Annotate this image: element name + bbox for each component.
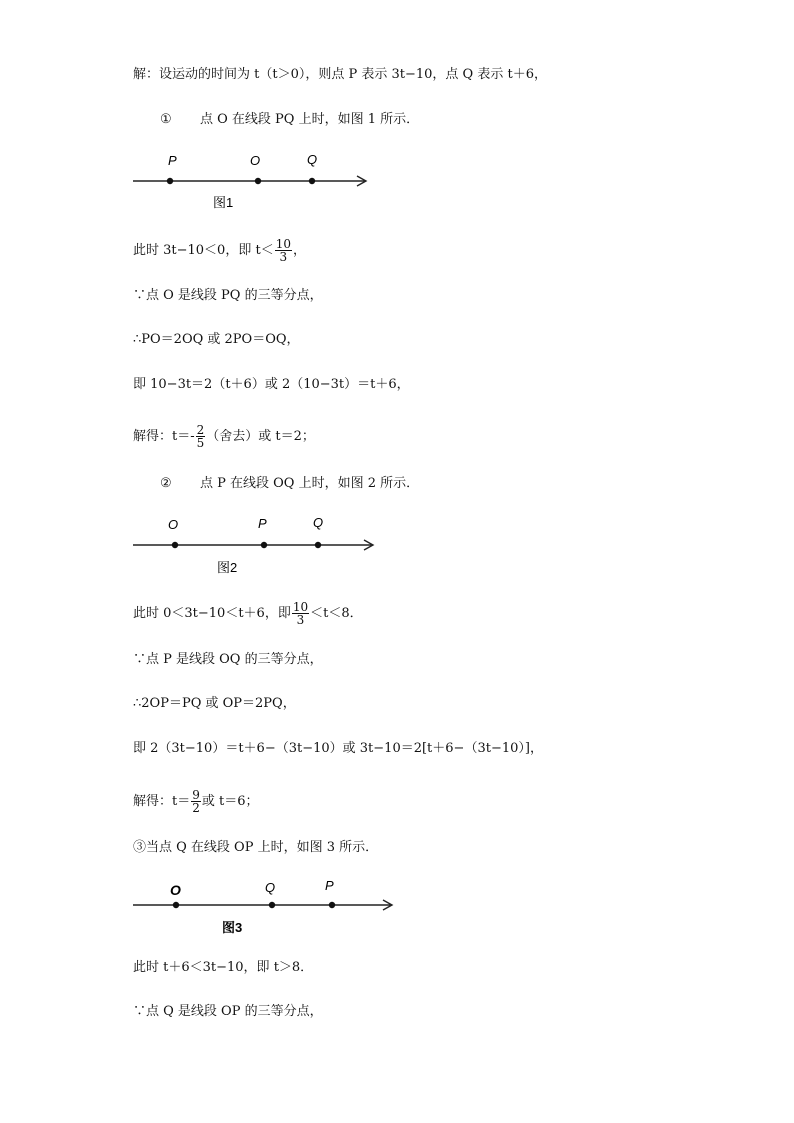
case1-therefore: ∴PO＝2OQ 或 2PO＝OQ，	[133, 332, 300, 347]
case1-heading	[160, 112, 419, 128]
fig2-label-o: O	[168, 517, 179, 532]
fig3-label-p: P	[325, 878, 334, 893]
fig1-caption: 图1	[213, 195, 234, 210]
case1-sol-end: （舍去）或 t＝2；	[206, 429, 315, 444]
fig1-label-p: P	[168, 153, 177, 168]
intro-text: 解：设运动的时间为 t（t＞0），则点 P 表示 3t−10，点 Q 表示 t＋6，	[133, 67, 547, 82]
fig1-point-dot	[309, 178, 315, 184]
case3-heading: ③当点 Q 在线段 OP 上时，如图 3 所示．	[133, 840, 379, 855]
fig2-point-dot	[261, 542, 267, 548]
case2-title: 点 P 在线段 OQ 上时，如图 2 所示．	[200, 476, 420, 491]
case2-solution	[133, 789, 259, 814]
case1-sol-fraction	[196, 424, 206, 449]
fraction-denominator: 3	[296, 613, 305, 627]
case1-because: ∵点 O 是线段 PQ 的三等分点，	[133, 288, 323, 303]
fig2-point-dot	[315, 542, 321, 548]
case2-cond-text: 此时 0＜3t−10＜t＋6，即	[133, 606, 291, 621]
fig3-caption: 图3	[222, 920, 243, 935]
case3-because: ∵点 Q 是线段 OP 的三等分点，	[133, 1004, 323, 1019]
fig3-point-dot	[173, 902, 179, 908]
case1-cond-end: ，	[292, 243, 306, 258]
fraction-denominator: 3	[279, 250, 288, 264]
fig3-label-q: Q	[265, 880, 276, 895]
fig3-point-dot	[269, 902, 275, 908]
case1-title: 点 O 在线段 PQ 上时，如图 1 所示．	[200, 112, 420, 127]
fig2-point-dot	[172, 542, 178, 548]
case1-equation: 即 10−3t＝2（t＋6）或 2（10−3t）＝t＋6，	[133, 377, 410, 392]
fraction-numerator: 9	[192, 788, 200, 802]
case1-number: ①	[160, 112, 172, 127]
fig1-point-dot	[255, 178, 261, 184]
case2-number: ②	[160, 476, 172, 491]
case2-equation: 即 2（3t−10）＝t＋6−（3t−10）或 3t−10＝2[t＋6−（3t−10）]，	[133, 741, 543, 756]
case1-sol-text: 解得：t＝-	[133, 429, 195, 444]
case2-condition	[133, 601, 363, 626]
case2-sol-text: 解得：t＝	[133, 794, 191, 809]
case1-cond-text: 此时 3t−10＜0，即 t＜	[133, 243, 274, 258]
fraction-denominator: 5	[196, 436, 205, 450]
fraction-numerator: 10	[275, 237, 291, 251]
case2-cond-end: ＜t＜8．	[310, 606, 363, 621]
fraction-numerator: 10	[292, 600, 309, 614]
case3-condition: 此时 t＋6＜3t−10，即 t＞8．	[133, 960, 314, 975]
fig1-point-dot	[167, 178, 173, 184]
fig2-label-p: P	[258, 516, 267, 531]
fig3-label-o: O	[170, 882, 181, 898]
fraction-numerator: 2	[196, 423, 205, 437]
fig1-label-q: Q	[307, 152, 318, 167]
fig2-caption: 图2	[217, 560, 238, 575]
case2-because: ∵点 P 是线段 OQ 的三等分点，	[133, 652, 323, 667]
case2-therefore: ∴2OP＝PQ 或 OP＝2PQ，	[133, 696, 296, 711]
case2-sol-end: 或 t＝6；	[201, 794, 259, 809]
case2-heading	[160, 476, 419, 492]
case1-condition	[133, 238, 306, 263]
case1-solution	[133, 424, 315, 449]
case2-sol-fraction	[191, 789, 201, 814]
fig2-label-q: Q	[313, 515, 324, 530]
fraction-denominator: 2	[192, 801, 200, 815]
fig1-label-o: O	[250, 153, 261, 168]
fig3-point-dot	[329, 902, 335, 908]
case2-cond-fraction	[292, 601, 309, 626]
case1-cond-fraction	[275, 238, 292, 263]
